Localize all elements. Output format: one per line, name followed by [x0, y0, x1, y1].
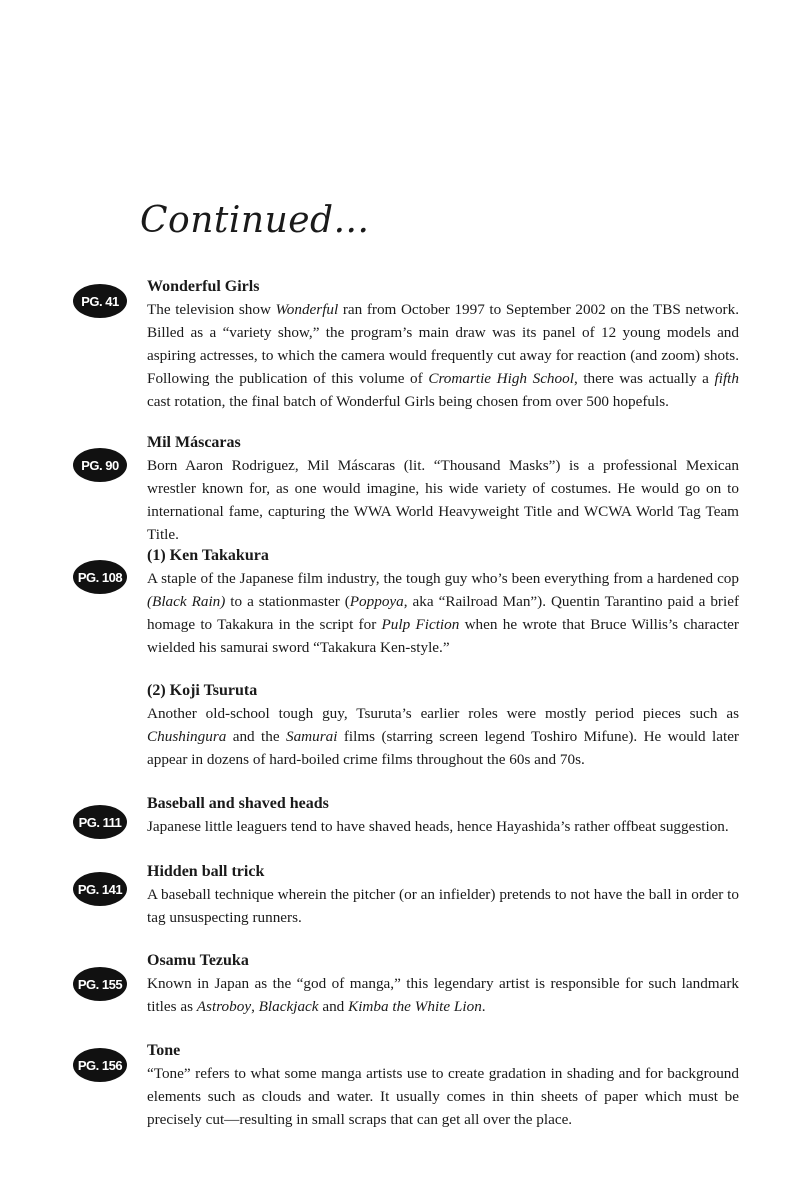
note-body: A staple of the Japanese film industry, the tough guy who’s been everything from a hardened cop (Black Rain) to a stationmaster (Poppoya, aka “Railroad Man”). Quentin Tarantino paid a brief homage to Takakura in the script for Pulp Fiction when he wrote that Bruce Willis’s character wielded his samurai sword “Takakura Ken-style.” — [147, 570, 739, 656]
note-body: Japanese little leaguers tend to have shaved heads, hence Hayashida’s rather offbeat suggestion. — [147, 818, 729, 835]
note-title: Baseball and shaved heads — [147, 795, 329, 812]
note-entry — [147, 860, 739, 929]
note-title: Tone — [147, 1042, 181, 1059]
italic-title: (Black Rain) — [147, 593, 226, 610]
italic-title: Samurai — [285, 728, 338, 745]
note-title: (1) Ken Takakura — [147, 547, 269, 564]
note-title: (2) Koji Tsuruta — [147, 682, 258, 699]
italic-title: Kimba the White Lion — [348, 998, 482, 1015]
note-entry — [147, 949, 739, 1018]
page-number-badge: PG. 155 — [73, 967, 127, 1001]
note-body: A baseball technique wherein the pitcher (or an infielder) pretends to not have the ball in order to tag unsuspecting runners. — [147, 886, 739, 926]
note-entry — [147, 544, 739, 659]
note-entry — [147, 679, 739, 771]
italic-title: Chushingura — [147, 728, 227, 745]
note-title: Osamu Tezuka — [147, 952, 249, 969]
italic-title: Cromartie High School — [428, 370, 574, 387]
italic-title: Blackjack — [258, 998, 319, 1015]
note-body: The television show Wonderful ran from October 1997 to September 2002 on the TBS network. Billed as a “variety show,” the program’s main draw was its panel of 12 young models and aspiring actresses, to which the camera would frequently cut away for reaction (and zoom) shots. Following the publication of this volume of Cromartie High School, there was actually a fifth cast rotation, the final batch of Wonderful Girls being chosen from over 500 hopefuls. — [147, 301, 739, 410]
italic-title: Poppoya — [349, 593, 404, 610]
note-title: Wonderful Girls — [147, 278, 260, 295]
note-title: Mil Máscaras — [147, 434, 241, 451]
note-body: “Tone” refers to what some manga artists use to create gradation in shading and for background elements such as clouds and water. It usually comes in thin sheets of paper which must be precisely cut—resulting in small scraps that can get all over the place. — [147, 1065, 739, 1128]
page-heading: Continued... — [140, 200, 370, 241]
page-number-badge: PG. 156 — [73, 1048, 127, 1082]
italic-title: Pulp Fiction — [381, 616, 460, 633]
note-entry — [147, 792, 739, 838]
note-body: Known in Japan as the “god of manga,” this legendary artist is responsible for such landmark titles as Astroboy, Blackjack and Kimba the White Lion. — [147, 975, 739, 1015]
page-number-badge: PG. 111 — [73, 805, 127, 839]
italic-title: fifth — [714, 370, 739, 387]
note-title: Hidden ball trick — [147, 863, 265, 880]
page-number-badge: PG. 108 — [73, 560, 127, 594]
page-number-badge: PG. 41 — [73, 284, 127, 318]
italic-title: Astroboy — [196, 998, 252, 1015]
note-entry — [147, 275, 739, 413]
note-entry — [147, 1039, 739, 1131]
note-body: Born Aaron Rodriguez, Mil Máscaras (lit. “Thousand Masks”) is a professional Mexican wrestler known for, as one would imagine, his wide variety of costumes. He would go on to international fame, capturing the WWA World Heavyweight Title and WCWA World Tag Team Title. — [147, 457, 739, 543]
note-body: Another old-school tough guy, Tsuruta’s earlier roles were mostly period pieces such as Chushingura and the Samurai films (starring screen legend Toshiro Mifune). He would later appear in dozens of hard-boiled crime films throughout the 60s and 70s. — [147, 705, 739, 768]
note-entry — [147, 431, 739, 546]
page-number-badge: PG. 141 — [73, 872, 127, 906]
italic-title: Wonderful — [275, 301, 339, 318]
page-number-badge: PG. 90 — [73, 448, 127, 482]
